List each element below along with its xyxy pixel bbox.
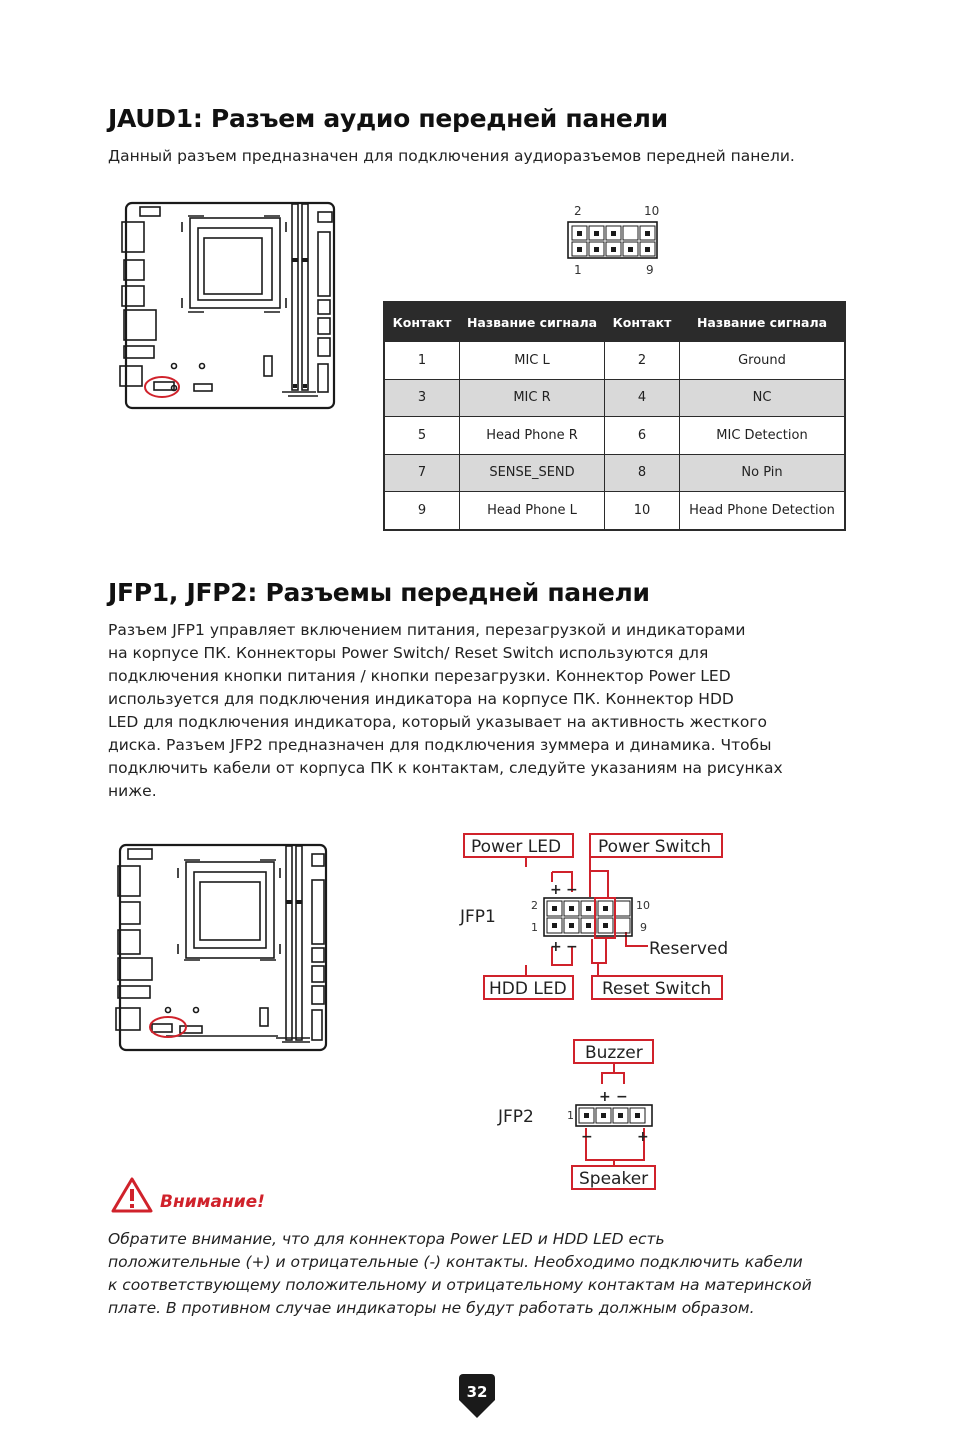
motherboard-diagram-jfp	[110, 840, 332, 1056]
table-cell: 3	[384, 379, 460, 417]
table-cell: 7	[384, 454, 460, 492]
pin-label-2: 2	[574, 204, 582, 218]
paragraph-line: подключения кнопки питания / кнопки перезагрузки. Коннектор Power LED	[108, 667, 731, 685]
warning-line: плате. В противном случае индикаторы не будут работать должным образом.	[108, 1299, 755, 1317]
paragraph-line: Разъем JFP1 управляет включением питания, перезагрузкой и индикаторами	[108, 621, 746, 639]
jfp1-pin-1: 1	[531, 921, 538, 934]
jfp1-pin-10: 10	[636, 899, 650, 912]
table-row	[384, 417, 845, 455]
warning-icon	[110, 1176, 154, 1214]
power-switch-label: Power Switch	[598, 837, 712, 857]
pin-label-1: 1	[574, 263, 582, 277]
jfp1-pin-2: 2	[531, 899, 538, 912]
table-cell: Ground	[680, 342, 846, 380]
table-cell: 5	[384, 417, 460, 455]
power-led-label: Power LED	[471, 837, 562, 857]
jfp1-label: JFP1	[460, 907, 496, 927]
plus-sign: +	[599, 1089, 611, 1105]
hdd-led-label: HDD LED	[489, 979, 567, 999]
reserved-label: Reserved	[649, 939, 729, 959]
table-cell: MIC Detection	[680, 417, 846, 455]
plus-sign: +	[550, 882, 562, 898]
table-cell: MIC L	[460, 342, 605, 380]
paragraph-line: на корпусе ПК. Коннекторы Power Switch/ Reset Switch используются для	[108, 644, 709, 662]
warning-line: к соответствующему положительному и отрицательному контактам на материнской	[108, 1276, 812, 1294]
table-cell: 6	[605, 417, 680, 455]
table-header-row	[384, 302, 845, 342]
buzzer-label: Buzzer	[585, 1043, 643, 1063]
jfp1-pin-9: 9	[640, 921, 647, 934]
paragraph-line: подключить кабели от корпуса ПК к контактам, следуйте указаниям на рисунках	[108, 759, 783, 777]
section-title-jfp: JFP1, JFP2: Разъемы передней панели	[108, 578, 650, 607]
table-header-cell: Название сигнала	[460, 302, 605, 342]
table-row	[384, 379, 845, 417]
table-header-cell: Название сигнала	[680, 302, 846, 342]
table-cell: Head Phone Detection	[680, 492, 846, 530]
table-cell: 2	[605, 342, 680, 380]
table-header-cell: Контакт	[384, 302, 460, 342]
pin-label-9: 9	[646, 263, 654, 277]
minus-sign: −	[566, 939, 578, 955]
table-cell: Head Phone R	[460, 417, 605, 455]
warning-line: Обратите внимание, что для коннектора Power LED и HDD LED есть	[108, 1230, 665, 1248]
minus-sign: −	[616, 1089, 628, 1105]
jaud1-pin-header	[560, 200, 670, 280]
table-cell: 1	[384, 342, 460, 380]
section-description-jfp	[108, 619, 848, 803]
table-cell: 4	[605, 379, 680, 417]
table-cell: Head Phone L	[460, 492, 605, 530]
jaud1-signal-table	[383, 301, 846, 531]
table-cell: MIC R	[460, 379, 605, 417]
jfp-wiring-diagram	[450, 828, 750, 1198]
reset-switch-label: Reset Switch	[602, 979, 712, 999]
warning-text	[108, 1228, 858, 1320]
minus-sign: −	[566, 882, 578, 898]
paragraph-line: используется для подключения индикатора на корпусе ПК. Коннектор HDD	[108, 690, 734, 708]
jfp2-label: JFP2	[498, 1107, 534, 1127]
table-cell: No Pin	[680, 454, 846, 492]
table-row	[384, 454, 845, 492]
minus-sign: −	[581, 1129, 593, 1145]
section-title-jaud1: JAUD1: Разъем аудио передней панели	[108, 104, 668, 133]
table-cell: 10	[605, 492, 680, 530]
paragraph-line: диска. Разъем JFP2 предназначен для подключения зуммера и динамика. Чтобы	[108, 736, 772, 754]
table-row	[384, 342, 845, 380]
pin-label-10: 10	[644, 204, 660, 218]
jfp2-pin-1: 1	[567, 1109, 574, 1122]
warning-title: Внимание!	[160, 1192, 265, 1212]
warning-line: положительные (+) и отрицательные (-) контакты. Необходимо подключить кабели	[108, 1253, 803, 1271]
paragraph-line: ниже.	[108, 782, 157, 800]
plus-sign: +	[637, 1129, 649, 1145]
page-number: 32	[466, 1383, 488, 1401]
section-description-jaud1: Данный разъем предназначен для подключения аудиоразъемов передней панели.	[108, 147, 795, 165]
table-cell: NC	[680, 379, 846, 417]
motherboard-diagram-jaud1	[112, 198, 338, 414]
table-cell: SENSE_SEND	[460, 454, 605, 492]
plus-sign: +	[550, 939, 562, 955]
table-row	[384, 492, 845, 530]
paragraph-line: LED для подключения индикатора, который указывает на активность жесткого	[108, 713, 768, 731]
table-cell: 9	[384, 492, 460, 530]
speaker-label: Speaker	[579, 1169, 649, 1189]
table-header-cell: Контакт	[605, 302, 680, 342]
table-cell: 8	[605, 454, 680, 492]
